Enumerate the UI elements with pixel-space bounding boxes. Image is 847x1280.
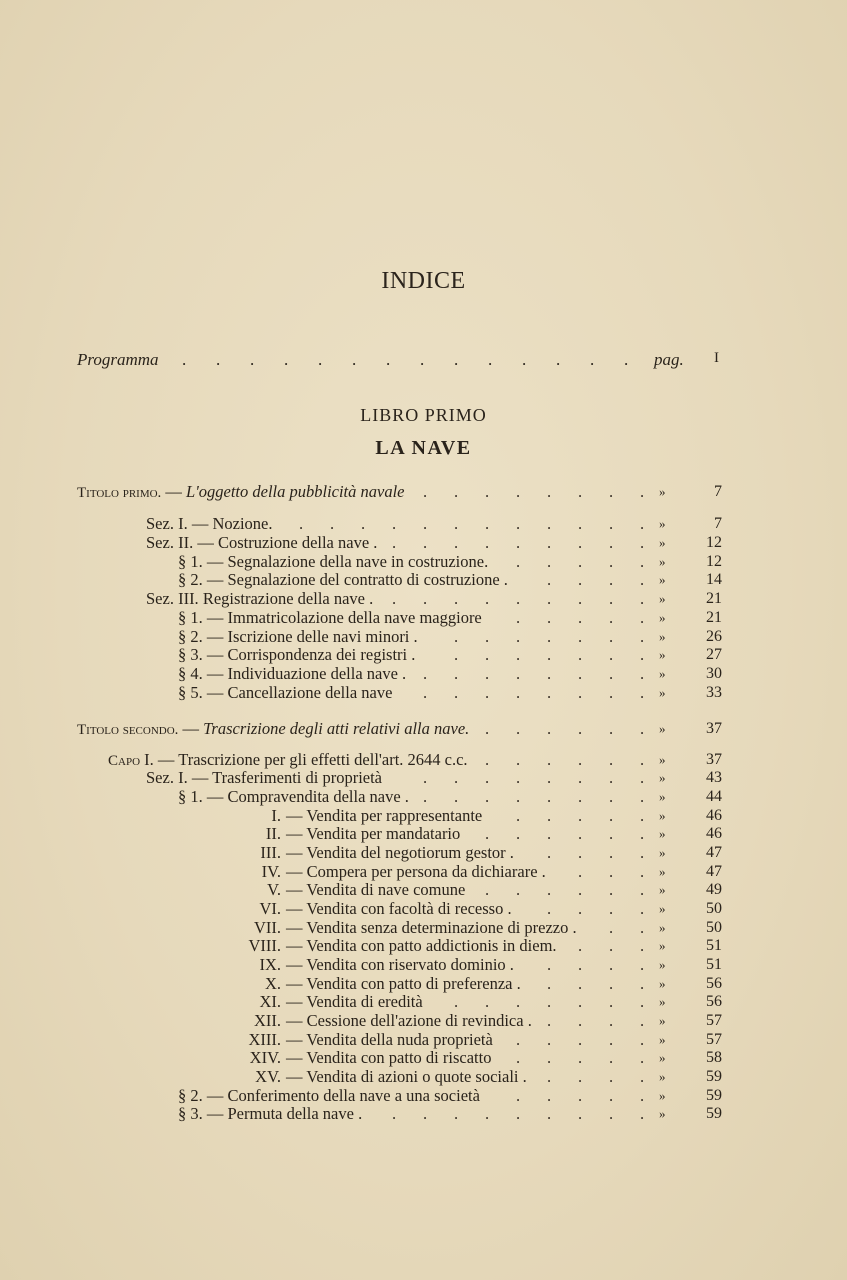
toc-entry-text [146, 514, 272, 533]
toc-entry-prefix: Titolo primo. [77, 485, 162, 501]
page-marker: » [659, 1032, 666, 1047]
toc-entry-prefix: I. [271, 806, 281, 825]
toc-entry-title: Vendita per mandatario [306, 824, 461, 843]
em-dash: — [286, 824, 307, 843]
page-number: 12 [706, 534, 722, 551]
toc-entry[interactable]: IV. — Compera per persona da dichiarare . . . . » 47 [0, 862, 847, 881]
toc-entry-prefix: XIV. [249, 1048, 281, 1067]
toc-entry-title: Trascrizione degli atti relativi alla nave. [203, 719, 470, 738]
page-number: 33 [706, 684, 722, 701]
page-number: 30 [706, 665, 722, 682]
toc-entry[interactable]: XI. — Vendita di eredità . . . . . . . » 56 [0, 992, 847, 1011]
toc-entry-text [178, 552, 488, 571]
toc-entry-numeral [180, 1011, 281, 1030]
page-number: 47 [706, 844, 722, 861]
toc-entry-text [286, 806, 482, 825]
page-marker: » [659, 957, 666, 972]
toc-entry-prefix: V. [267, 880, 281, 899]
page-number: 43 [706, 769, 722, 786]
toc-entry[interactable]: V. — Vendita di nave comune . . . . . . » 49 [0, 880, 847, 899]
page-number: 47 [706, 863, 722, 880]
toc-entry-prefix: Titolo secondo. [77, 722, 179, 738]
toc-entry-title: Vendita con patto di riscatto [306, 1048, 492, 1067]
em-dash: — [286, 1030, 307, 1049]
toc-entry-prefix: Sez. II. [146, 533, 194, 552]
page-marker: » [659, 591, 666, 606]
em-dash: — [178, 719, 204, 738]
page-number: 37 [706, 720, 722, 737]
toc-entry-prefix: § 1. [178, 608, 203, 627]
em-dash: — [157, 750, 179, 769]
toc-entry-title: Vendita senza determinazione di prezzo . [306, 918, 577, 937]
toc-entry-title: Segnalazione del contratto di costruzione . [227, 570, 508, 589]
toc-entry-numeral [180, 899, 281, 918]
toc-entry[interactable]: § 1. — Immatricolazione della nave maggiore . . . . . » 21 [178, 608, 722, 627]
page-number: 50 [706, 919, 722, 936]
toc-entry-title: Vendita di eredità [306, 992, 423, 1011]
toc-entry[interactable]: Sez. I. — Nozione. . . . . . . . . . . . . » 7 [146, 514, 722, 533]
page-marker: » [659, 666, 666, 681]
toc-entry[interactable]: § 2. — Segnalazione del contratto di costruzione . . . . . » 14 [178, 570, 722, 589]
page-number: 26 [706, 628, 722, 645]
toc-entry-prefix: VI. [259, 899, 281, 918]
toc-entry-title: Vendita con patto di preferenza . [306, 974, 521, 993]
toc-entry-text [77, 719, 469, 740]
toc-entry-prefix: § 3. [178, 1104, 203, 1123]
toc-entry-numeral [180, 843, 281, 862]
page-number: 51 [706, 937, 722, 954]
toc-entry-text [178, 787, 409, 806]
em-dash: — [206, 570, 228, 589]
em-dash: — [161, 482, 187, 501]
programma-label: Programma [77, 350, 159, 369]
page-marker: » [659, 808, 666, 823]
page-marker: » [659, 752, 666, 767]
page-number: 59 [706, 1087, 722, 1104]
page-marker: » [659, 647, 666, 662]
toc-entry-prefix: III. [260, 843, 281, 862]
toc-entry-numeral [180, 936, 281, 955]
page-marker: » [659, 610, 666, 625]
em-dash: — [286, 862, 307, 881]
page-number: 56 [706, 993, 722, 1010]
toc-entry-title: L'oggetto della pubblicità navale [186, 482, 405, 501]
toc-entry-numeral [180, 1067, 281, 1086]
page-number: 57 [706, 1031, 722, 1048]
page-number: 37 [706, 751, 722, 768]
em-dash: — [286, 955, 307, 974]
em-dash: — [206, 627, 228, 646]
page-number: I [714, 350, 719, 366]
em-dash: — [286, 899, 307, 918]
toc-entry-prefix: § 3. [178, 645, 203, 664]
toc-entry-text [286, 880, 465, 899]
toc-entry-prefix: VII. [253, 918, 281, 937]
toc-entry-prefix: XIII. [248, 1030, 281, 1049]
toc-entry[interactable]: IX. — Vendita con riservato dominio . . . . . » 51 [0, 955, 847, 974]
toc-entry-text [286, 1030, 493, 1049]
toc-entry-prefix: X. [264, 974, 281, 993]
page-marker: » [659, 789, 666, 804]
em-dash: — [286, 1011, 307, 1030]
toc-entry-numeral [180, 955, 281, 974]
toc-entry-text [178, 683, 392, 702]
toc-entry-text [178, 645, 415, 664]
page-number: 50 [706, 900, 722, 917]
toc-entry-prefix: XV. [255, 1067, 281, 1086]
toc-entry-text [286, 955, 514, 974]
toc-entry-numeral [180, 918, 281, 937]
page-marker: » [659, 1106, 666, 1121]
toc-entry[interactable]: § 2. — Conferimento della nave a una società . . . . . » 59 [178, 1086, 722, 1105]
toc-entry-text [286, 992, 423, 1011]
em-dash: — [191, 768, 213, 787]
toc-entry-title: Vendita del negotiorum gestor . [306, 843, 514, 862]
toc-entry-title: Vendita di nave comune [306, 880, 466, 899]
toc-entry[interactable]: Sez. II. — Costruzione della nave . . . . . . . . . . » 12 [146, 533, 722, 552]
toc-entry[interactable]: II. — Vendita per mandatario . . . . . . » 46 [0, 824, 847, 843]
page-number: 44 [706, 788, 722, 805]
toc-entry[interactable]: VI. — Vendita con facoltà di recesso . . . . . » 50 [0, 899, 847, 918]
toc-entry-text [178, 608, 482, 627]
toc-entry-title: Permuta della nave . [227, 1104, 363, 1123]
toc-entry-numeral [180, 880, 281, 899]
toc-entry-title: Vendita con facoltà di recesso . [306, 899, 512, 918]
em-dash: — [206, 645, 228, 664]
toc-entry-text [146, 768, 382, 787]
toc-entry-numeral [180, 862, 281, 881]
toc-entry-prefix: XI. [259, 992, 281, 1011]
em-dash: — [286, 880, 307, 899]
toc-entry[interactable]: XIII. — Vendita della nuda proprietà . . . . . » 57 [0, 1030, 847, 1049]
toc-entry-title: Vendita di azioni o quote sociali . [306, 1067, 527, 1086]
toc-entry[interactable]: Sez. I. — Trasferimenti di proprietà . . . . . . . . » 43 [146, 768, 722, 787]
toc-entry[interactable]: XV. — Vendita di azioni o quote sociali . . . . . » 59 [0, 1067, 847, 1086]
em-dash: — [206, 552, 228, 571]
toc-entry-text [178, 1086, 480, 1105]
toc-entry[interactable]: § 3. — Permuta della nave . . . . . . . . . . » 59 [178, 1104, 722, 1123]
toc-entry-text [178, 1104, 362, 1123]
toc-entry-title: Individuazione della nave . [227, 664, 407, 683]
toc-entry-text [178, 627, 418, 646]
page-marker: » [659, 864, 666, 879]
em-dash: — [286, 936, 307, 955]
toc-entry-text [286, 1048, 491, 1067]
toc-entry-title: Cancellazione della nave [227, 683, 393, 702]
toc-entry-title: Trascrizione per gli effetti dell'art. 2644 c.c. [178, 750, 468, 769]
toc-entry-title: Vendita con patto addictionis in diem. [306, 936, 557, 955]
toc-entry-title: Cessione dell'azione di revindica . [306, 1011, 532, 1030]
page-number: 58 [706, 1049, 722, 1066]
toc-entry-title: Nozione. [212, 514, 273, 533]
toc-entry-prefix: § 4. [178, 664, 203, 683]
toc-entry[interactable]: § 5. — Cancellazione della nave . . . . . . . . » 33 [178, 683, 722, 702]
toc-entry-prefix: Sez. I. [146, 768, 188, 787]
page-marker: » [659, 1050, 666, 1065]
toc-entry-prefix: IV. [261, 862, 281, 881]
em-dash: — [206, 787, 228, 806]
em-dash: — [286, 918, 307, 937]
toc-entry-text [286, 899, 512, 918]
toc-entry-title: Compravendita della nave . [227, 787, 409, 806]
toc-entry-title: Immatricolazione della nave maggiore [227, 608, 482, 627]
page-marker: » [659, 845, 666, 860]
toc-entry-numeral [180, 1030, 281, 1049]
toc-entry-prefix: XII. [253, 1011, 281, 1030]
toc-entry-prefix: VIII. [248, 936, 281, 955]
page-number: 7 [714, 515, 722, 532]
page-marker: » [659, 1088, 666, 1103]
page-number: 14 [706, 571, 722, 588]
em-dash: — [206, 664, 228, 683]
toc-entry-numeral [180, 974, 281, 993]
toc-entry-prefix: § 2. [178, 627, 203, 646]
toc-entry-prefix: Sez. III. [146, 589, 199, 608]
toc-entry-numeral [180, 1048, 281, 1067]
em-dash: — [206, 683, 228, 702]
toc-entry-numeral [180, 824, 281, 843]
toc-entry-numeral [180, 992, 281, 1011]
toc-entry-text [286, 1067, 527, 1086]
page-marker: » [659, 554, 666, 569]
page-marker: » [659, 994, 666, 1009]
toc-entry-text [146, 533, 377, 552]
toc-entry-title: Vendita della nuda proprietà [306, 1030, 493, 1049]
page-number: 12 [706, 553, 722, 570]
page-marker: » [659, 685, 666, 700]
em-dash: — [286, 843, 307, 862]
book-label: LIBRO PRIMO [360, 405, 487, 425]
page-number: 7 [714, 483, 722, 500]
em-dash: — [286, 1067, 307, 1086]
page-marker: » [659, 721, 666, 736]
page-marker: » [659, 770, 666, 785]
page-marker: » [659, 882, 666, 897]
toc-entry-title: Costruzione della nave . [217, 533, 378, 552]
toc-entry[interactable]: VII. — Vendita senza determinazione di prezzo . . . » 50 [0, 918, 847, 937]
em-dash: — [206, 1086, 228, 1105]
toc-entry-title: Corrispondenza dei registri . [227, 645, 416, 664]
toc-entry-text [286, 1011, 532, 1030]
em-dash: — [286, 806, 307, 825]
page-marker: » [659, 629, 666, 644]
toc-entry-title: Registrazione della nave . [202, 589, 374, 608]
toc-entry-text [286, 936, 557, 955]
page-number: 57 [706, 1012, 722, 1029]
page-number: 21 [706, 590, 722, 607]
toc-entry-text [286, 974, 521, 993]
page-marker: » [659, 1069, 666, 1084]
toc-entry[interactable]: X. — Vendita con patto di preferenza . . . . . » 56 [0, 974, 847, 993]
toc-entry-prefix: § 2. [178, 1086, 203, 1105]
page-number: 49 [706, 881, 722, 898]
page-marker: » [659, 484, 666, 499]
page-title: INDICE [381, 268, 466, 294]
em-dash: — [197, 533, 218, 552]
toc-entry-text [286, 824, 460, 843]
toc-entry-text [286, 862, 546, 881]
toc-entry[interactable]: Sez. III. Registrazione della nave . . . . . . . . . . » 21 [146, 589, 722, 608]
toc-entry[interactable]: § 1. — Compravendita della nave . . . . . . . . . » 44 [178, 787, 722, 806]
toc-entry-title: Conferimento della nave a una società [227, 1086, 480, 1105]
toc-entry[interactable]: VIII. — Vendita con patto addictionis in diem. . . . » 51 [0, 936, 847, 955]
page-marker: » [659, 901, 666, 916]
toc-entry-title: Segnalazione della nave in costruzione. [227, 552, 489, 571]
toc-entry-text [146, 589, 373, 608]
toc-entry[interactable]: XIV. — Vendita con patto di riscatto . . . . . » 58 [0, 1048, 847, 1067]
toc-entry-programma[interactable] [77, 350, 727, 372]
em-dash: — [206, 1104, 228, 1123]
page-marker: » [659, 976, 666, 991]
page-marker: » [659, 1013, 666, 1028]
page-marker: » [659, 516, 666, 531]
toc-entry-text [77, 482, 405, 503]
em-dash: — [206, 608, 228, 627]
page-marker: » [659, 572, 666, 587]
toc-entry-text [286, 918, 577, 937]
toc-entry-title: Vendita con riservato dominio . [306, 955, 514, 974]
toc-entry-prefix: Sez. I. [146, 514, 188, 533]
toc-entry-title: Compera per persona da dichiarare . [306, 862, 546, 881]
page-number: 27 [706, 646, 722, 663]
toc-entry-title: Vendita per rappresentante [306, 806, 483, 825]
toc-entry[interactable]: III. — Vendita del negotiorum gestor . . . . . » 47 [0, 843, 847, 862]
toc-entry-prefix: § 5. [178, 683, 203, 702]
toc-entry[interactable]: Titolo primo. — L'oggetto della pubblicità navale . . . . . . . . » 7 [77, 482, 722, 501]
pag-label: pag. [654, 350, 684, 369]
page-number: 59 [706, 1105, 722, 1122]
dot-leader: . . . . . . . . . . . . . . [182, 350, 629, 369]
toc-entry-prefix: § 1. [178, 552, 203, 571]
page-number: 46 [706, 825, 722, 842]
toc-entry-prefix: IX. [259, 955, 281, 974]
page-number: 21 [706, 609, 722, 626]
toc-entry-text [286, 843, 514, 862]
page-marker: » [659, 920, 666, 935]
em-dash: — [191, 514, 213, 533]
toc-entry[interactable]: Capo I. — Trascrizione per gli effetti dell'art. 2644 c.c. . . . . . . » 37 [108, 750, 722, 769]
em-dash: — [286, 992, 307, 1011]
toc-entry[interactable]: XII. — Cessione dell'azione di revindica . . . . . » 57 [0, 1011, 847, 1030]
toc-entry[interactable]: § 1. — Segnalazione della nave in costruzione. . . . . . » 12 [178, 552, 722, 571]
em-dash: — [286, 1048, 307, 1067]
toc-entry[interactable]: Titolo secondo. — Trascrizione degli atti relativi alla nave. . . . . . . » 37 [77, 719, 722, 738]
toc-entry-prefix: II. [265, 824, 281, 843]
toc-entry[interactable]: I. — Vendita per rappresentante . . . . . » 46 [0, 806, 847, 825]
toc-entry-title: Trasferimenti di proprietà [212, 768, 383, 787]
page-number: 51 [706, 956, 722, 973]
book-title: LA NAVE [375, 437, 472, 459]
toc-entry-text [178, 570, 508, 589]
toc-entry-numeral [180, 806, 281, 825]
em-dash: — [286, 974, 307, 993]
page-marker: » [659, 826, 666, 841]
toc-entry-prefix: Capo I. [108, 750, 154, 769]
toc-entry[interactable]: § 3. — Corrispondenza dei registri . . . . . . . . » 27 [178, 645, 722, 664]
page-marker: » [659, 938, 666, 953]
toc-entry-prefix: § 2. [178, 570, 203, 589]
toc-entry-title: Iscrizione delle navi minori . [227, 627, 418, 646]
toc-entry[interactable]: § 4. — Individuazione della nave . . . . . . . . . » 30 [178, 664, 722, 683]
toc-entry[interactable]: § 2. — Iscrizione delle navi minori . . . . . . . . » 26 [178, 627, 722, 646]
page-number: 46 [706, 807, 722, 824]
toc-entry-prefix: § 1. [178, 787, 203, 806]
toc-entry-text [178, 664, 406, 683]
page-number: 56 [706, 975, 722, 992]
page-number: 59 [706, 1068, 722, 1085]
page-marker: » [659, 535, 666, 550]
